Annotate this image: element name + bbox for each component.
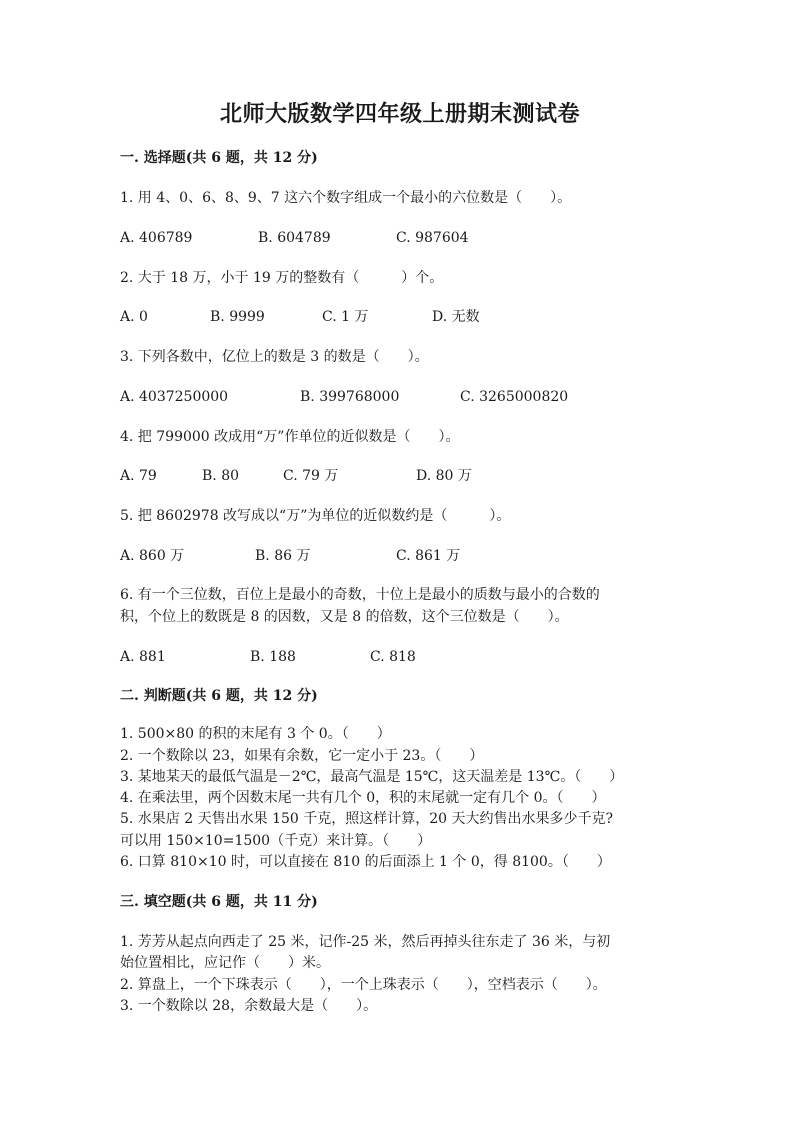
statement: 4. 在乘法里，两个因数末尾一共有几个 0，积的末尾就一定有几个 0。（ ） bbox=[120, 790, 606, 806]
option-c: C. 987604 bbox=[396, 230, 469, 246]
statement: 1. 500×80 的积的末尾有 3 个 0。（ ） bbox=[120, 726, 391, 742]
option-a: A. 4037250000 bbox=[120, 389, 229, 405]
option-b: B. 86 万 bbox=[255, 548, 311, 564]
fill-question: 2. 算盘上，一个下珠表示（ ），一个上珠表示（ ），空档表示（ ）。 bbox=[120, 977, 607, 993]
exam-title: 北师大版数学四年级上册期末测试卷 bbox=[219, 101, 580, 127]
option-c: C. 79 万 bbox=[283, 468, 339, 484]
option-a: A. 881 bbox=[120, 649, 166, 665]
option-c: C. 818 bbox=[370, 649, 416, 665]
statement: 6. 口算 810×10 时，可以直接在 810 的后面添上 1 个 0，得 8100。（ ） bbox=[120, 854, 611, 870]
option-c: C. 861 万 bbox=[396, 548, 461, 564]
option-a: A. 406789 bbox=[120, 230, 193, 246]
section-heading-fill-blank: 三. 填空题(共 6 题，共 11 分) bbox=[120, 894, 318, 910]
option-b: B. 80 bbox=[202, 468, 240, 484]
option-d: D. 80 万 bbox=[416, 468, 472, 484]
fill-question: 1. 芳芳从起点向西走了 25 米，记作-25 米，然后再掉头往东走了 36 米，与初 bbox=[120, 934, 611, 950]
section-heading-choice: 一. 选择题(共 6 题，共 12 分) bbox=[120, 150, 318, 166]
option-b: B. 604789 bbox=[258, 230, 331, 246]
question-text: 1. 用 4、0、6、8、9、7 这六个数字组成一个最小的六位数是（ ）。 bbox=[120, 190, 572, 206]
section-heading-true-false: 二. 判断题(共 6 题，共 12 分) bbox=[120, 688, 318, 704]
question-text: 6. 有一个三位数，百位上是最小的奇数，十位上是最小的质数与最小的合数的 bbox=[120, 587, 600, 603]
option-c: C. 3265000820 bbox=[460, 389, 569, 405]
option-a: A. 0 bbox=[120, 309, 148, 325]
option-b: B. 399768000 bbox=[300, 389, 400, 405]
option-b: B. 188 bbox=[250, 649, 296, 665]
statement-continued: 可以用 150×10=1500（千克）来计算。（ ） bbox=[120, 833, 432, 849]
statement: 3. 某地某天的最低气温是－2℃，最高气温是 15℃，这天温差是 13℃。（ ） bbox=[120, 769, 624, 785]
option-d: D. 无数 bbox=[432, 309, 480, 325]
option-c: C. 1 万 bbox=[322, 309, 369, 325]
question-text: 5. 把 8602978 改写成以“万”为单位的近似数约是（ ）。 bbox=[120, 508, 511, 524]
statement: 2. 一个数除以 23，如果有余数，它一定小于 23。（ ） bbox=[120, 748, 484, 764]
question-text-continued: 积，个位上的数既是 8 的因数，又是 8 的倍数，这个三位数是（ ）。 bbox=[120, 609, 569, 625]
fill-question-continued: 始位置相比，应记作（ ）米。 bbox=[120, 955, 330, 971]
option-a: A. 860 万 bbox=[120, 548, 185, 564]
question-text: 4. 把 799000 改成用“万”作单位的近似数是（ ）。 bbox=[120, 429, 460, 445]
option-b: B. 9999 bbox=[210, 309, 265, 325]
fill-question: 3. 一个数除以 28，余数最大是（ ）。 bbox=[120, 998, 378, 1014]
statement: 5. 水果店 2 天售出水果 150 千克，照这样计算，20 天大约售出水果多少千克? bbox=[120, 811, 614, 827]
question-text: 3. 下列各数中，亿位上的数是 3 的数是（ ）。 bbox=[120, 349, 429, 365]
option-a: A. 79 bbox=[120, 468, 157, 484]
question-text: 2. 大于 18 万，小于 19 万的整数有（ ）个。 bbox=[120, 270, 444, 286]
